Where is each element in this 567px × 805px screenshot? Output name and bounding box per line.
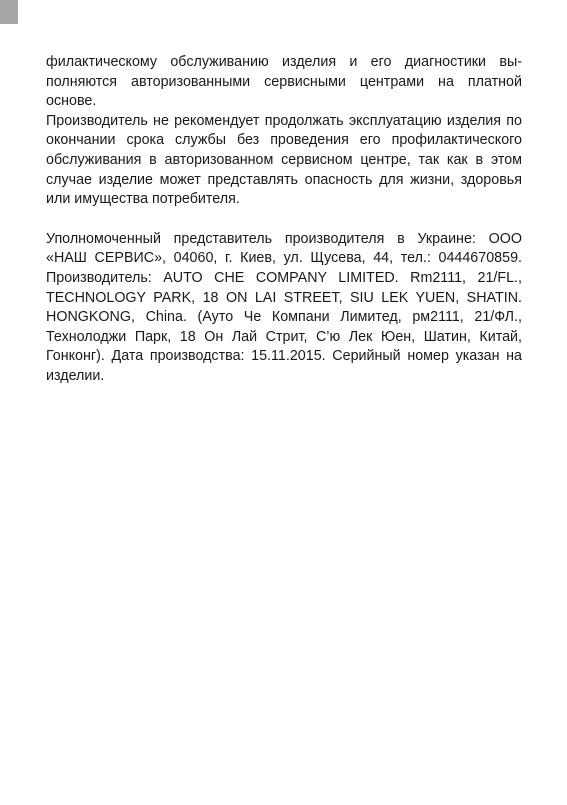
- document-body: [46, 53, 522, 387]
- page-corner-tab: [0, 0, 18, 24]
- paragraph-manufacturer-info: Уполномоченный представитель производителя в Украине: ООО «НАШ СЕРВИС», 04060, г. Киев, ул. Щусева, 44, тел.: 0444670859. Производитель: AUTO CHE COMPANY LIMITED. Rm2111, 21/FL., TECHNOLOGY PARK, 18 ON LAI STREET, SIU LEK YUEN, SHATIN. HONGKONG, China. (Ауто Че Компани Лимитед, рм2111, 21/ФЛ., Технолоджи Парк, 18 Он Лай Стрит, С’ю Лек Юен, Шатин, Китай, Гонконг). Дата производства: 15.11.2015. Серийный номер указан на изделии.: [46, 230, 522, 384]
- paragraph-spacer: [46, 210, 522, 230]
- paragraph-maintenance: филактическому обслуживанию изделия и его диагностики выполняются авторизованными сервисными центрами на платной основе.: [46, 54, 522, 110]
- paragraph-service-life-warning: Производитель не рекомендует продолжать эксплуатацию изделия по окончании срока службы без проведения его профилактического обслуживания в авторизованном сервисном центре, так как в этом случае изделие может представлять опасность для жизни, здоровья или имущества потребителя.: [46, 112, 522, 208]
